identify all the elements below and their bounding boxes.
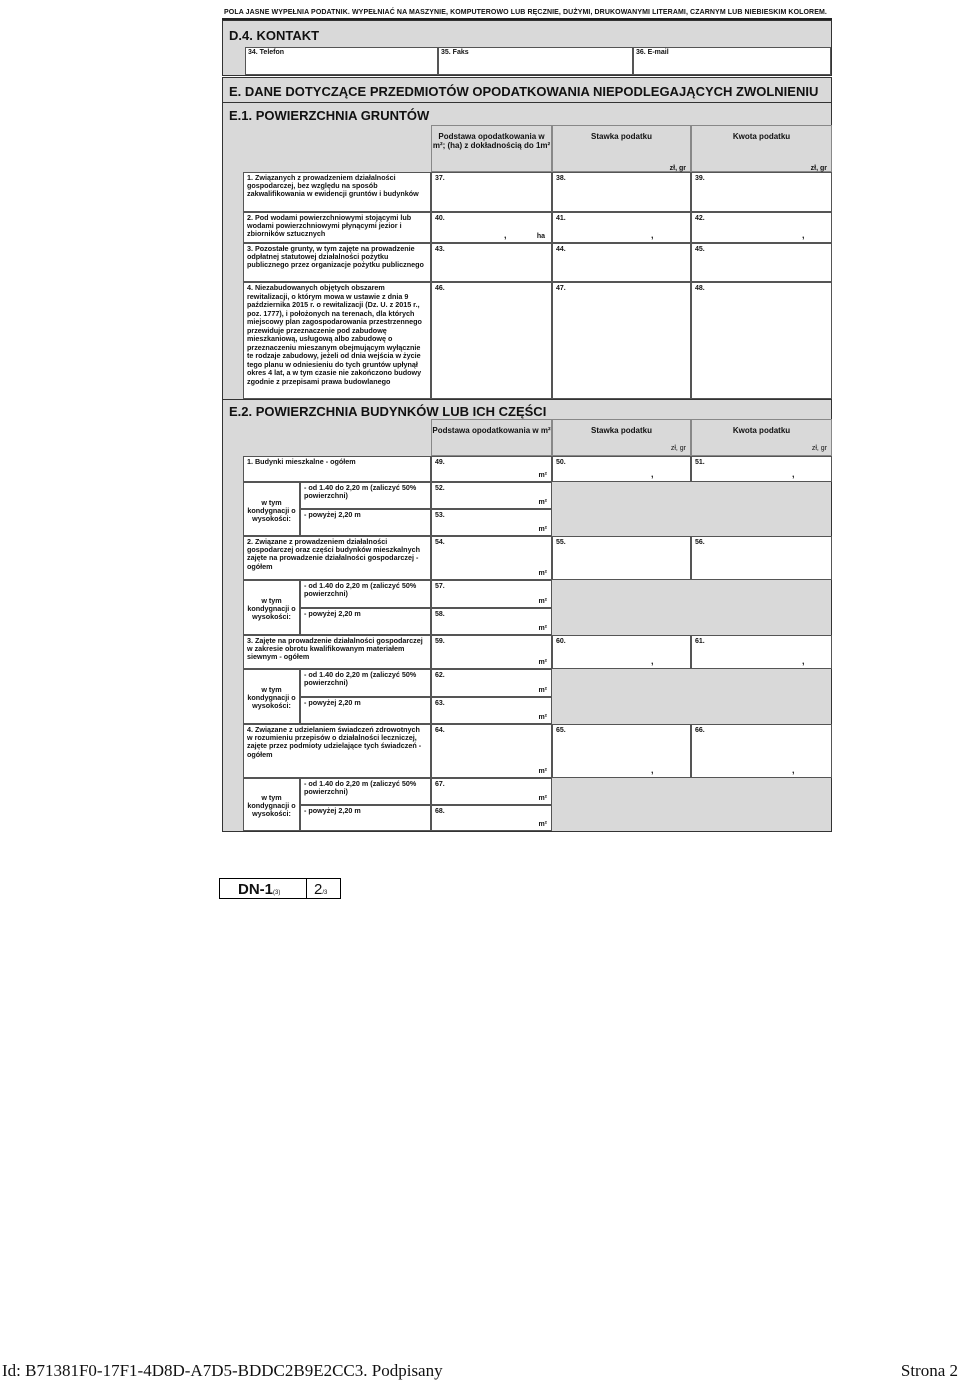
e1-field-43[interactable]: 43. bbox=[431, 243, 552, 282]
e2-field-59[interactable] bbox=[431, 635, 552, 669]
section-d4 bbox=[222, 20, 832, 76]
e2-field-49[interactable] bbox=[431, 456, 552, 482]
e2-field-61-number: 61. bbox=[695, 638, 705, 645]
e1-row-4-label: 4. Niezabudowanych objętych obszarem rewitalizacji, o którym mowa w ustawie z dnia 9 października 2015 r. o rewitalizacji (Dz. U. z 2015 r., poz. 1777), i położonych na terenach, dla których miejscowy plan zagospodarowania przestrzennego przewiduje przeznaczenie pod zabudowę mieszkaniową, usługową albo zabudowę o przeznaczeniu mieszanym obejmującym wyłącznie te rodzaje zabudowy, jeżeli od dnia wejścia w życie tego planu w odniesieniu do tych gruntów upłynął okres 4 lat, a w tym czasie nie zakończono budowy zgodnie z przepisami prawa budowlanego bbox=[243, 282, 431, 399]
section-e bbox=[222, 77, 832, 103]
e2-field-49-unit: m² bbox=[538, 472, 547, 479]
form-code-name: DN-1 bbox=[238, 881, 274, 898]
e2-field-53-unit: m² bbox=[538, 526, 547, 533]
e2-field-67-number: 67. bbox=[435, 781, 445, 788]
e2-header-rate-text: Stawka podatku bbox=[591, 426, 652, 435]
page-indicator-divider bbox=[306, 879, 307, 898]
e2-header-base: Podstawa opodatkowania w m² bbox=[431, 419, 552, 456]
e2-group-1-sub-a-label: - od 1.40 do 2,20 m (zaliczyć 50% powierzchni) bbox=[300, 482, 431, 509]
e1-field-40[interactable] bbox=[431, 212, 552, 243]
e2-field-66[interactable] bbox=[691, 724, 832, 778]
e2-group-4-sub-a-label: - od 1.40 do 2,20 m (zaliczyć 50% powierzchni) bbox=[300, 778, 431, 805]
e2-group-1-label: 1. Budynki mieszkalne - ogółem bbox=[243, 456, 431, 482]
e2-field-54[interactable] bbox=[431, 536, 552, 580]
form-page-indicator bbox=[219, 878, 341, 899]
e2-field-50-number: 50. bbox=[556, 459, 566, 466]
e2-field-55[interactable]: 55. bbox=[552, 536, 691, 580]
page-number bbox=[314, 881, 327, 898]
e2-field-66-number: 66. bbox=[695, 727, 705, 734]
e1-field-37[interactable]: 37. bbox=[431, 172, 552, 212]
e2-field-62[interactable] bbox=[431, 669, 552, 697]
e2-field-57[interactable] bbox=[431, 580, 552, 608]
e2-field-53-number: 53. bbox=[435, 512, 445, 519]
e2-field-64-unit: m² bbox=[538, 768, 547, 775]
e2-group-4-sub-b-label: - powyżej 2,20 m bbox=[300, 805, 431, 831]
e2-field-52-unit: m² bbox=[538, 499, 547, 506]
e1-row-3-label: 3. Pozostałe grunty, w tym zajęte na prowadzenie odpłatnej statutowej działalności pożytku publicznego przez organizacje pożytku publicznego bbox=[243, 243, 431, 282]
e2-field-52[interactable] bbox=[431, 482, 552, 509]
e2-group-3-sublabel: w tym kondygnacji o wysokości: bbox=[243, 669, 300, 724]
e2-field-57-number: 57. bbox=[435, 583, 445, 590]
e1-field-42-comma: , bbox=[802, 230, 805, 240]
e2-group-3-label: 3. Zajęte na prowadzenie działalności gospodarczej w zakresie obrotu kwalifikowanym materiałem siewnym - ogółem bbox=[243, 635, 431, 669]
e2-header-amount-text: Kwota podatku bbox=[732, 426, 791, 435]
e2-group-1-sublabel: w tym kondygnacji o wysokości: bbox=[243, 482, 300, 536]
e1-field-40-unit: ha bbox=[536, 233, 545, 240]
section-e2-title: E.2. POWIERZCHNIA BUDYNKÓW LUB ICH CZĘŚCI bbox=[229, 404, 547, 419]
e2-field-67-unit: m² bbox=[538, 795, 547, 802]
e2-field-65-comma: , bbox=[651, 765, 654, 775]
e1-field-47[interactable]: 47. bbox=[552, 282, 691, 399]
footer-document-id: Id: B71381F0-17F1-4D8D-A7D5-BDDC2B9E2CC3. Podpisany bbox=[2, 1361, 443, 1380]
e2-field-61[interactable] bbox=[691, 635, 832, 669]
page-number-current: 2 bbox=[314, 881, 323, 898]
e2-field-57-unit: m² bbox=[538, 598, 547, 605]
e1-field-41-comma: , bbox=[651, 230, 654, 240]
e1-field-39-number: 39. bbox=[695, 175, 705, 182]
e2-field-67[interactable] bbox=[431, 778, 552, 805]
phone-field[interactable]: 34. Telefon bbox=[245, 47, 438, 75]
e2-currency-label-rate: zł, gr bbox=[670, 445, 686, 452]
section-d4-title: D.4. KONTAKT bbox=[229, 28, 320, 43]
e2-field-61-comma: , bbox=[802, 656, 805, 666]
e1-header-rate: Stawka podatku bbox=[552, 125, 691, 172]
e2-field-51-number: 51. bbox=[695, 459, 705, 466]
e1-field-46[interactable]: 46. bbox=[431, 282, 552, 399]
e2-field-63[interactable] bbox=[431, 697, 552, 724]
e1-field-40-comma: , bbox=[504, 230, 507, 240]
e2-field-60-number: 60. bbox=[556, 638, 566, 645]
e2-field-54-number: 54. bbox=[435, 539, 445, 546]
e2-group-3-sub-a-label: - od 1.40 do 2,20 m (zaliczyć 50% powierzchni) bbox=[300, 669, 431, 697]
section-e1-title: E.1. POWIERZCHNIA GRUNTÓW bbox=[229, 108, 430, 123]
e2-field-63-number: 63. bbox=[435, 700, 445, 707]
e2-field-68-unit: m² bbox=[538, 821, 547, 828]
e2-group-2-label: 2. Związane z prowadzeniem działalności gospodarczej oraz części budynków mieszkalnych zajęte na prowadzenie działalności gospodarczej - ogółem bbox=[243, 536, 431, 580]
e2-field-59-number: 59. bbox=[435, 638, 445, 645]
e2-header-amount bbox=[691, 419, 832, 456]
e2-field-63-unit: m² bbox=[538, 714, 547, 721]
e2-field-60-comma: , bbox=[651, 656, 654, 666]
section-e2 bbox=[222, 400, 832, 832]
e2-field-65-number: 65. bbox=[556, 727, 566, 734]
page-number-total: /3 bbox=[322, 890, 328, 896]
e1-field-39[interactable] bbox=[691, 165, 832, 212]
e1-field-41[interactable] bbox=[552, 212, 691, 243]
e1-header-amount: Kwota podatku bbox=[691, 125, 832, 172]
e1-field-45[interactable]: 45. bbox=[691, 243, 832, 282]
footer-page-label: Strona 2 bbox=[900, 1361, 958, 1380]
e2-field-52-number: 52. bbox=[435, 485, 445, 492]
e2-group-1-sub-b-label: - powyżej 2,20 m bbox=[300, 509, 431, 536]
e1-field-42[interactable] bbox=[691, 212, 832, 243]
e2-field-64-number: 64. bbox=[435, 727, 445, 734]
form-code bbox=[238, 881, 280, 898]
e2-field-51[interactable] bbox=[691, 456, 832, 482]
e1-field-40-number: 40. bbox=[435, 215, 445, 222]
e1-header-base: Podstawa opodatkowania w m²; (ha) z dokładnością do 1m² bbox=[431, 125, 552, 172]
e2-field-58[interactable] bbox=[431, 608, 552, 635]
e2-field-66-comma: , bbox=[792, 765, 795, 775]
e2-field-58-number: 58. bbox=[435, 611, 445, 618]
e2-field-59-unit: m² bbox=[538, 659, 547, 666]
e2-header-rate bbox=[552, 419, 691, 456]
section-e-title: E. DANE DOTYCZĄCE PRZEDMIOTÓW OPODATKOWANIA NIEPODLEGAJĄCYCH ZWOLNIENIU bbox=[229, 84, 819, 99]
e1-currency-label-amount: zł, gr bbox=[810, 165, 827, 172]
email-field[interactable]: 36. E-mail bbox=[633, 47, 831, 75]
e2-group-2-sub-a-label: - od 1.40 do 2,20 m (zaliczyć 50% powierzchni) bbox=[300, 580, 431, 608]
e2-field-68[interactable] bbox=[431, 805, 552, 831]
e1-field-41-number: 41. bbox=[556, 215, 566, 222]
e2-field-53[interactable] bbox=[431, 509, 552, 536]
e2-currency-label-amount: zł, gr bbox=[811, 445, 827, 452]
e2-field-54-unit: m² bbox=[538, 570, 547, 577]
e2-group-2-sub-b-label: - powyżej 2,20 m bbox=[300, 608, 431, 635]
e2-group-4-sublabel: w tym kondygnacji o wysokości: bbox=[243, 778, 300, 831]
e1-row-2-label: 2. Pod wodami powierzchniowymi stojącymi lub wodami powierzchniowymi płynącymi jezior i zbiorników sztucznych bbox=[243, 212, 431, 243]
e2-field-62-number: 62. bbox=[435, 672, 445, 679]
form-code-version: (3) bbox=[273, 890, 281, 896]
e2-field-50[interactable] bbox=[552, 456, 691, 482]
e2-field-60[interactable] bbox=[552, 635, 691, 669]
e2-field-56[interactable]: 56. bbox=[691, 536, 832, 580]
e2-field-49-number: 49. bbox=[435, 459, 445, 466]
e2-group-3-sub-b-label: - powyżej 2,20 m bbox=[300, 697, 431, 724]
e2-field-68-number: 68. bbox=[435, 808, 445, 815]
e1-field-38[interactable] bbox=[552, 165, 691, 212]
e1-field-38-number: 38. bbox=[556, 175, 566, 182]
e1-field-42-number: 42. bbox=[695, 215, 705, 222]
e2-field-58-unit: m² bbox=[538, 625, 547, 632]
e1-currency-label-rate: zł, gr bbox=[669, 165, 686, 172]
fax-field[interactable]: 35. Faks bbox=[438, 47, 633, 75]
e1-field-44[interactable]: 44. bbox=[552, 243, 691, 282]
e2-field-65[interactable] bbox=[552, 724, 691, 778]
e2-group-2-sublabel: w tym kondygnacji o wysokości: bbox=[243, 580, 300, 635]
e2-field-51-comma: , bbox=[792, 469, 795, 479]
section-e1 bbox=[222, 103, 832, 400]
form-instruction-note: POLA JASNE WYPEŁNIA PODATNIK. WYPEŁNIAĆ NA MASZYNIE, KOMPUTEROWO LUB RĘCZNIE, DUŻYMI, DRUKOWANYMI LITERAMI, CZARNYM LUB NIEBIESKIM KOLOREM. bbox=[224, 9, 827, 16]
e2-group-4-label: 4. Związane z udzielaniem świadczeń zdrowotnych w rozumieniu przepisów o działalności leczniczej, zajęte przez podmioty udzielające tych świadczeń - ogółem bbox=[243, 724, 431, 778]
e2-field-64[interactable] bbox=[431, 724, 552, 778]
e2-field-50-comma: , bbox=[651, 469, 654, 479]
e2-field-62-unit: m² bbox=[538, 687, 547, 694]
e1-field-48[interactable]: 48. bbox=[691, 282, 832, 399]
e1-row-1-label: 1. Związanych z prowadzeniem działalności gospodarczej, bez względu na sposób zakwalifikowania w ewidencji gruntów i budynków bbox=[243, 172, 431, 212]
